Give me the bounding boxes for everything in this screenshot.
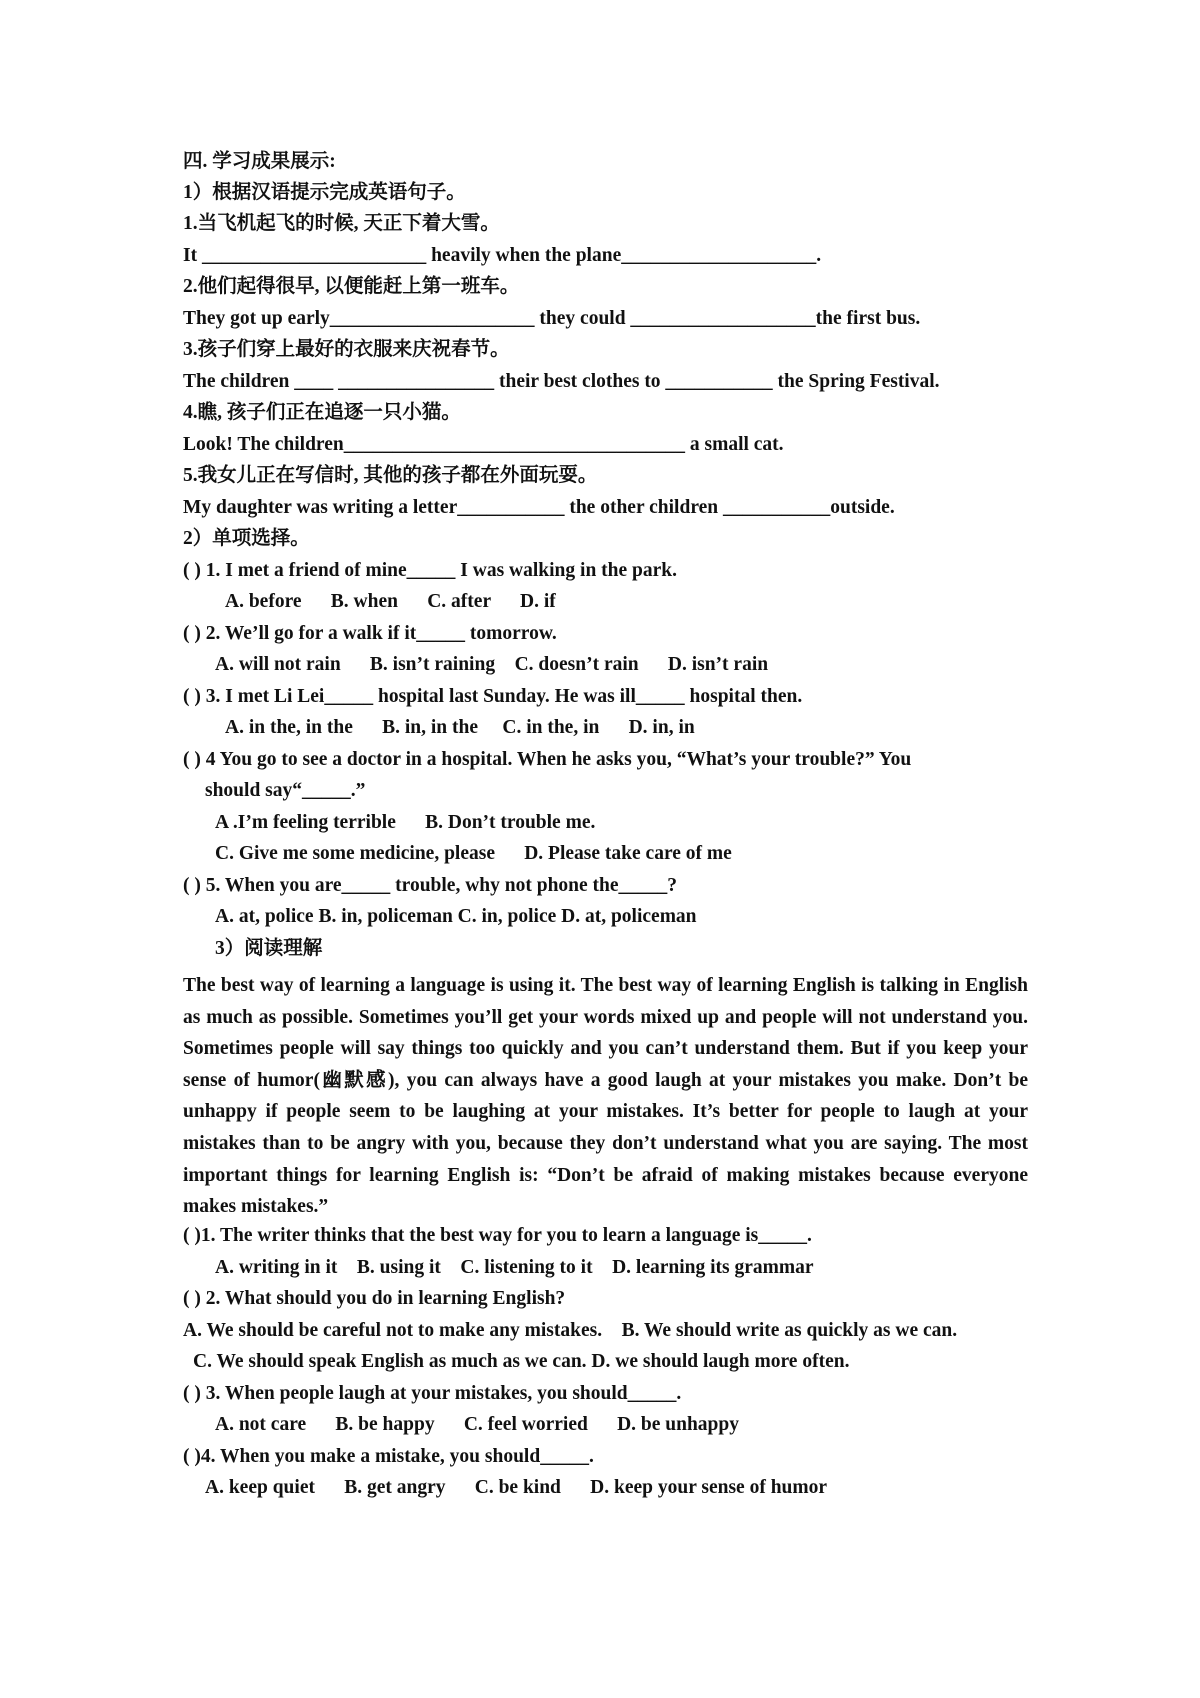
q4-english: Look! The children___________________________________ a small cat. (183, 434, 784, 455)
mc-options: A. before B. when C. after D. if (225, 591, 556, 612)
part1-heading: 1）根据汉语提示完成英语句子。 (183, 182, 466, 203)
q5-english: My daughter was writing a letter___________ the other children ___________outside. (183, 497, 895, 518)
rc-question: ( )1. The writer thinks that the best way for you to learn a language is_____. (183, 1225, 812, 1246)
rc-question: ( ) 2. What should you do in learning English? (183, 1288, 566, 1309)
part3-heading: 3）阅读理解 (215, 938, 323, 959)
mc-question: ( ) 2. We’ll go for a walk if it_____ tomorrow. (183, 623, 557, 644)
mc-question: ( ) 3. I met Li Lei_____ hospital last Sunday. He was ill_____ hospital then. (183, 686, 803, 707)
rc-options: A. writing in it B. using it C. listening to it D. learning its grammar (215, 1257, 814, 1278)
mc-options: A. at, police B. in, policeman C. in, police D. at, policeman (215, 906, 697, 927)
q1-chinese: 1.当飞机起飞的时候, 天正下着大雪。 (183, 213, 500, 234)
mc-question: ( ) 4 You go to see a doctor in a hospital. When he asks you, “What’s your trouble?” You (183, 749, 912, 770)
reading-passage: The best way of learning a language is using it. The best way of learning English is talking in English as much as possible. Sometimes you’ll get your words mixed up and people will not understand you. Sometimes people will say things too quickly and you can’t understand them. But if you keep your sense of humor(幽默感), you can always have a good laugh at your mistakes you make. Don’t be unhappy if people seem to be laughing at your mistakes. It’s better for people to laugh at your mistakes than to be angry with you, because they don’t understand what you are saying. The most important things for learning English is: “Don’t be afraid of making mistakes because everyone makes mistakes.” (183, 975, 1028, 1218)
mc-options: C. Give me some medicine, please D. Please take care of me (215, 843, 732, 864)
q3-chinese: 3.孩子们穿上最好的衣服来庆祝春节。 (183, 339, 510, 360)
q4-chinese: 4.瞧, 孩子们正在追逐一只小猫。 (183, 402, 461, 423)
mc-question: ( ) 5. When you are_____ trouble, why not phone the_____? (183, 875, 678, 896)
part2-heading: 2）单项选择。 (183, 528, 310, 549)
rc-options: A. not care B. be happy C. feel worried D. be unhappy (215, 1414, 739, 1435)
rc-question: ( )4. When you make a mistake, you should_____. (183, 1446, 594, 1467)
rc-options: A. We should be careful not to make any mistakes. B. We should write as quickly as we can. (183, 1320, 958, 1341)
q2-english: They got up early_____________________ they could ___________________the first bus. (183, 308, 921, 329)
mc-question-continued: should say“_____.” (205, 780, 366, 801)
mc-options: A. in the, in the B. in, in the C. in the, in D. in, in (225, 717, 695, 738)
q5-chinese: 5.我女儿正在写信时, 其他的孩子都在外面玩耍。 (183, 465, 598, 486)
mc-question: ( ) 1. I met a friend of mine_____ I was walking in the park. (183, 560, 678, 581)
mc-options: A. will not rain B. isn’t raining C. doesn’t rain D. isn’t rain (215, 654, 769, 675)
q2-chinese: 2.他们起得很早, 以便能赶上第一班车。 (183, 276, 520, 297)
q1-english: It _______________________ heavily when the plane____________________. (183, 245, 822, 266)
rc-options: A. keep quiet B. get angry C. be kind D. keep your sense of humor (205, 1477, 828, 1498)
mc-options: A .I’m feeling terrible B. Don’t trouble me. (215, 812, 596, 833)
section-heading: 四. 学习成果展示: (183, 151, 336, 172)
rc-options: C. We should speak English as much as we can. D. we should laugh more often. (193, 1351, 850, 1372)
rc-question: ( ) 3. When people laugh at your mistakes, you should_____. (183, 1383, 682, 1404)
q3-english: The children ____ ________________ their best clothes to ___________ the Spring Festival. (183, 371, 940, 392)
